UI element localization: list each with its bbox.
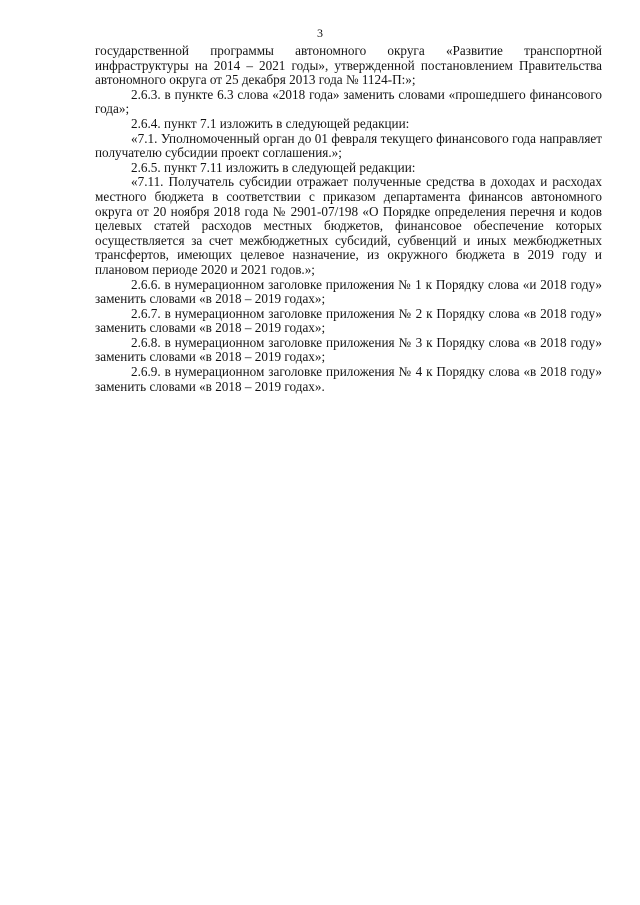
paragraph-2-6-8: 2.6.8. в нумерационном заголовке приложения № 3 к Порядку слова «в 2018 году» заменить словами «в 2018 – 2019 годах»; bbox=[95, 334, 602, 365]
paragraph-2-6-3: 2.6.3. в пункте 6.3 слова «2018 года» заменить словами «прошедшего финансового года»; bbox=[95, 86, 602, 117]
document-body bbox=[95, 44, 602, 394]
paragraph-2-6-7: 2.6.7. в нумерационном заголовке приложения № 2 к Порядку слова «в 2018 году» заменить словами «в 2018 – 2019 годах»; bbox=[95, 305, 602, 336]
paragraph-2-6-6: 2.6.6. в нумерационном заголовке приложения № 1 к Порядку слова «и 2018 году» заменить словами «в 2018 – 2019 годах»; bbox=[95, 276, 602, 307]
paragraph-2-6-9: 2.6.9. в нумерационном заголовке приложения № 4 к Порядку слова «в 2018 году» заменить словами «в 2018 – 2019 годах». bbox=[95, 364, 602, 394]
page-number: 3 bbox=[317, 26, 323, 40]
paragraph-continuation: государственной программы автономного округа «Развитие транспортной инфраструктуры на 2014 – 2021 годы», утвержденной постановлением Правительства автономного округа от 25 декабря 2013 года № 1124-П:»; bbox=[95, 43, 602, 88]
paragraph-quote-7-1: «7.1. Уполномоченный орган до 01 февраля текущего финансового года направляет получателю субсидии проект соглашения.»; bbox=[95, 130, 602, 161]
paragraph-2-6-4: 2.6.4. пункт 7.1 изложить в следующей редакции: bbox=[131, 115, 410, 131]
paragraph-quote-7-11: «7.11. Получатель субсидии отражает полученные средства в доходах и расходах местного бюджета в соответствии с приказом департамента финансов автономного округа от 20 ноября 2018 года № 2901-07/198 «О Порядке определения перечня и кодов целевых статей расходов местных бюджетов, финансовое обеспечение которых осуществляется за счет межбюджетных субсидий, субвенций и иных межбюджетных трансфертов, имеющих целевое назначение, из окружного бюджета в 2019 году и плановом периоде 2020 и 2021 годов.»; bbox=[95, 174, 602, 277]
paragraph-2-6-5: 2.6.5. пункт 7.11 изложить в следующей редакции: bbox=[131, 159, 416, 175]
